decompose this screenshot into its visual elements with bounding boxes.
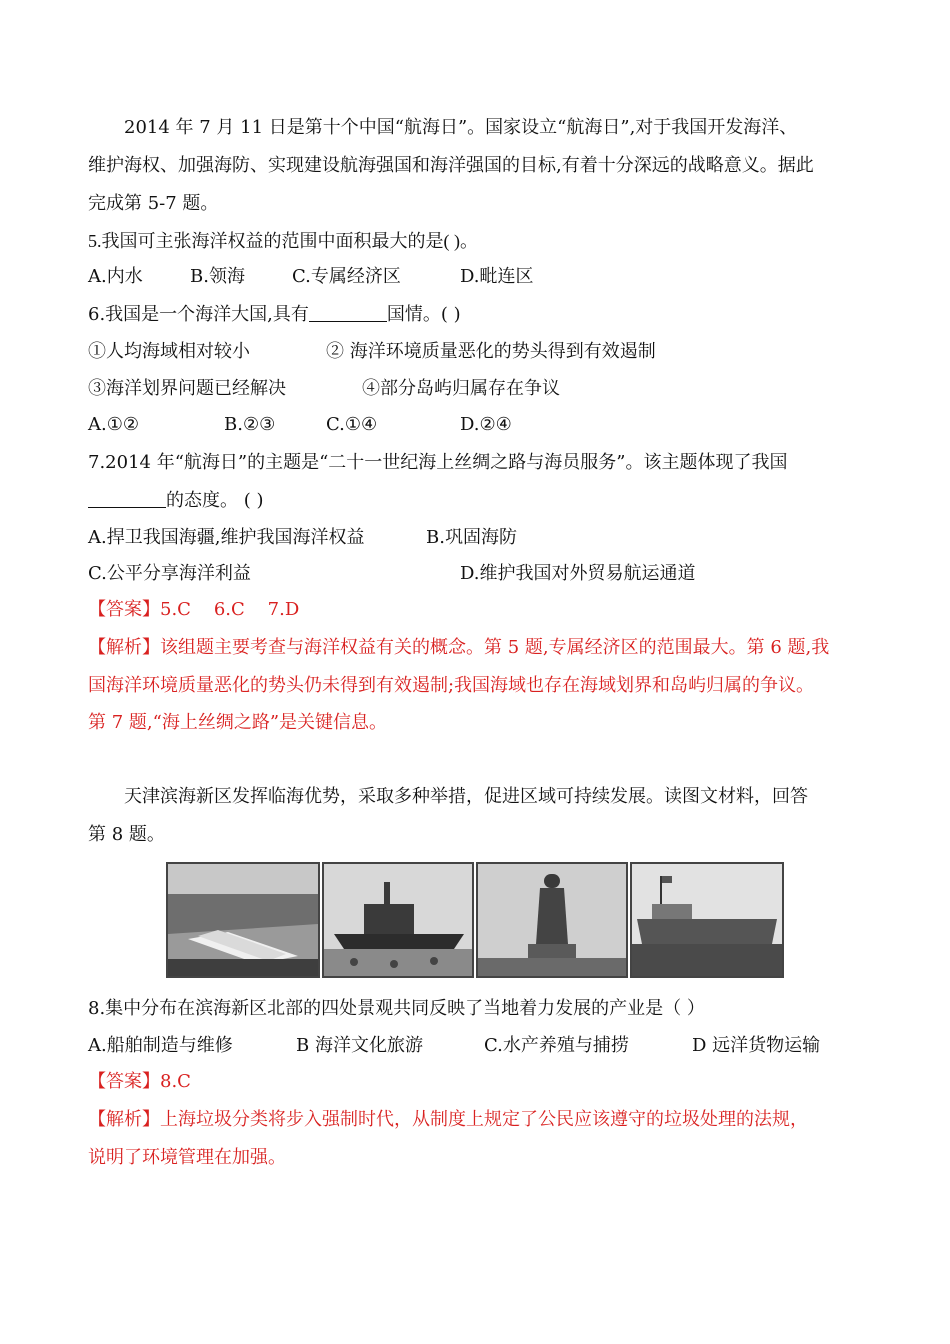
q6-option-b: B.②③ [224, 414, 276, 435]
q6-stem [88, 303, 461, 327]
q5-option-a: A.内水 [88, 266, 143, 287]
answer-tag: 【答案】 [88, 1071, 160, 1092]
q7-option-c: C.公平分享海洋利益 [88, 563, 251, 584]
q7-option-a: A.捍卫我国海疆,维护我国海洋权益 [88, 527, 365, 548]
intro1-line2: 维护海权、加强海防、实现建设航海强国和海洋强国的目标,有着十分深远的战略意义。据此 [88, 155, 814, 176]
answer-text: 8.C [160, 1071, 191, 1092]
intro2-line2: 第 8 题。 [88, 824, 165, 845]
analysis-tag: 【解析】 [88, 1109, 160, 1130]
answer-2 [88, 1070, 191, 1094]
q6-item-1: ①人均海域相对较小 [88, 341, 250, 362]
analysis-2-line1 [88, 1108, 808, 1132]
analysis-2-line2: 说明了环境管理在加强。 [88, 1147, 286, 1168]
q8-option-a: A.船舶制造与维修 [88, 1035, 233, 1056]
answer-blank [88, 489, 166, 508]
analysis-text: 该组题主要考查与海洋权益有关的概念。第 5 题,专属经济区的范围最大。第 6 题,我 [160, 637, 830, 658]
q8-option-c: C.水产养殖与捕捞 [484, 1035, 629, 1056]
q6-item-3: ③海洋划界问题已经解决 [88, 378, 286, 399]
q8-option-b: B 海洋文化旅游 [296, 1035, 423, 1056]
q6-item-2: ② 海洋环境质量恶化的势头得到有效遏制 [326, 341, 656, 362]
q5-option-c: C.专属经济区 [292, 266, 401, 287]
answer-1 [88, 598, 299, 622]
q7-option-d: D.维护我国对外贸易航运通道 [460, 563, 696, 584]
q7-option-b: B.巩固海防 [426, 527, 517, 548]
answer-blank [309, 303, 387, 322]
q6-item-4: ④部分岛屿归属存在争议 [362, 378, 560, 399]
pier-photo [166, 862, 320, 978]
photo-strip [166, 862, 784, 978]
answer-tag: 【答案】 [88, 599, 160, 620]
intro1-line3: 完成第 5-7 题。 [88, 193, 219, 214]
q6-stem-before: 6.我国是一个海洋大国,具有 [88, 304, 309, 325]
intro1-line1: 2014 年 7 月 11 日是第十个中国“航海日”。国家设立“航海日”,对于我国开发海洋、 [124, 117, 798, 138]
q6-option-d: D.②④ [460, 414, 512, 435]
analysis-tag: 【解析】 [88, 637, 160, 658]
analysis-1-line1 [88, 636, 829, 660]
q7-stem-line1: 7.2014 年“航海日”的主题是“二十一世纪海上丝绸之路与海员服务”。该主题体现了我国 [88, 452, 788, 473]
statue-photo [476, 862, 628, 978]
answer-text: 5.C 6.C 7.D [160, 599, 300, 620]
q6-stem-after: 国情。( ) [386, 304, 461, 325]
q6-option-c: C.①④ [326, 414, 378, 435]
q6-option-a: A.①② [88, 414, 139, 435]
q5-option-d: D.毗连区 [460, 266, 534, 287]
q7-stem-after: 的态度。 ( ) [166, 490, 264, 511]
q5-stem: 5.我国可主张海洋权益的范围中面积最大的是( )。 [88, 231, 478, 251]
intro2-line1: 天津滨海新区发挥临海优势，采取多种举措，促进区域可持续发展。读图文材料，回答 [124, 786, 808, 807]
analysis-1-line2: 国海洋环境质量恶化的势头仍未得到有效遏制;我国海域也存在海域划界和岛屿归属的争议。 [88, 675, 815, 696]
harbor-photo [630, 862, 784, 978]
analysis-text: 上海垃圾分类将步入强制时代，从制度上规定了公民应该遵守的垃圾处理的法规， [160, 1109, 808, 1130]
q8-option-d: D 远洋货物运输 [692, 1035, 821, 1056]
q8-stem: 8.集中分布在滨海新区北部的四处景观共同反映了当地着力发展的产业是（ ） [88, 998, 705, 1019]
q5-option-b: B.领海 [190, 266, 245, 287]
analysis-1-line3: 第 7 题,“海上丝绸之路”是关键信息。 [88, 712, 388, 733]
q7-stem-line2 [88, 489, 264, 513]
warship-photo [322, 862, 474, 978]
